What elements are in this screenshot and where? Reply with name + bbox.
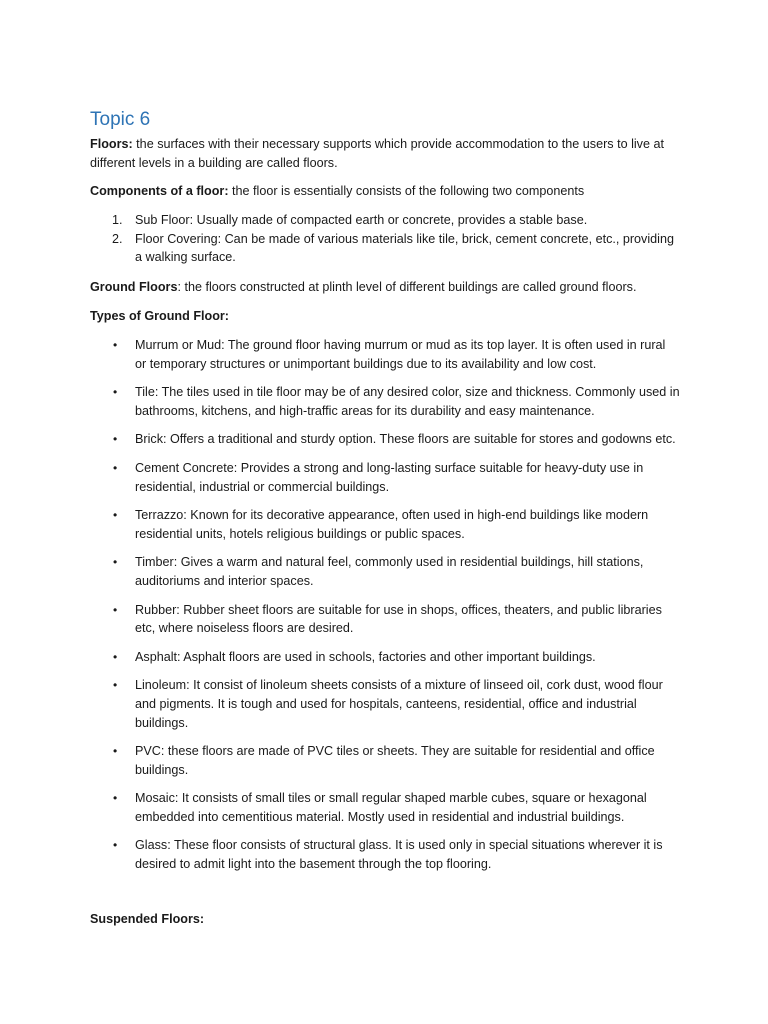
list-item-text: Cement Concrete: Provides a strong and long-lasting surface suitable for heavy-duty use in residential, industrial or commercial buildings. [135,460,644,494]
topic-heading: Topic 6 [90,109,151,130]
list-item [90,459,680,496]
list-item-text: Asphalt: Asphalt floors are used in schools, factories and other important buildings. [135,649,596,664]
suspended-floors-heading [90,910,680,929]
list-item [90,553,680,590]
list-item [90,336,680,373]
components-paragraph [90,182,680,201]
bullet-icon: • [113,744,118,759]
list-item-text: Mosaic: It consists of small tiles or small regular shaped marble cubes, square or hexagonal embedded into cementitious material. Mostly used in residential and industrial buildings. [135,791,647,824]
list-item [90,601,680,638]
list-item-text: Murrum or Mud: The ground floor having murrum or mud as its top layer. It is often used in rural or temporary structures or unimportant buildings due to its availability and low cost. [135,338,666,371]
bullet-icon: • [113,791,118,806]
list-item-text: Terrazzo: Known for its decorative appearance, often used in high-end buildings like modern residential units, hotels religious buildings or public spaces. [135,508,649,541]
bullet-icon: • [113,649,118,664]
list-item [90,506,680,543]
list-item-text: Rubber: Rubber sheet floors are suitable for use in shops, offices, theaters, and public libraries etc, where noiseless floors are desired. [135,602,662,636]
bullet-icon: • [113,385,118,400]
bullet-icon: • [113,602,118,617]
suspended-heading-text: Suspended Floors: [90,912,205,926]
list-number: 2. [112,231,123,246]
list-item-text: Timber: Gives a warm and natural feel, commonly used in residential buildings, hill stations, auditoriums and interior spaces. [135,555,644,588]
bullet-icon: • [113,838,118,853]
list-item [90,676,680,732]
types-list [90,336,680,884]
list-item-text: Linoleum: It consist of linoleum sheets consists of a mixture of linseed oil, cork dust, wood flour and pigments. It is tough and used for hospitals, canteens, residential, office and industrial buildings. [135,678,663,730]
list-item-text: Sub Floor: Usually made of compacted earth or concrete, provides a stable base. [135,213,588,227]
ground-floors-paragraph [90,278,680,297]
bullet-icon: • [113,432,118,447]
floors-term: Floors: [90,137,133,151]
list-item [90,648,680,667]
bullet-icon: • [113,678,118,693]
bullet-icon: • [113,338,118,352]
components-text: the floor is essentially consists of the following two components [228,184,585,198]
list-item-text: Floor Covering: Can be made of various materials like tile, brick, cement concrete, etc., providing a walking surface. [135,231,674,265]
floors-text: the surfaces with their necessary supports which provide accommodation to the users to live at different levels in a building are called floors. [90,137,664,170]
list-item [90,742,680,779]
list-item [90,836,680,873]
list-item-text: Glass: These floor consists of structural glass. It is used only in special situations wherever it is desired to admit light into the basement through the top flooring. [135,838,663,872]
components-list [90,211,680,267]
list-item [90,789,680,826]
components-term: Components of a floor: [90,184,229,198]
list-item-text: PVC: these floors are made of PVC tiles or sheets. They are suitable for residential and office buildings. [135,744,655,777]
list-item [90,430,680,449]
list-item [90,211,680,230]
list-item-text: Tile: The tiles used in tile floor may be of any desired color, size and thickness. Commonly used in bathrooms, kitchens, and high-traffic areas for its durability and easy maintenance. [135,385,680,418]
types-heading-text: Types of Ground Floor: [90,309,229,323]
bullet-icon: • [113,508,118,523]
ground-floors-term: Ground Floors [90,280,178,294]
ground-floors-text: : the floors constructed at plinth level of different buildings are called ground floors. [177,280,637,294]
types-heading [90,307,680,326]
floors-definition [90,135,680,172]
bullet-icon: • [113,555,118,570]
list-item [90,383,680,420]
bullet-icon: • [113,460,118,475]
list-number: 1. [112,213,123,227]
list-item-text: Brick: Offers a traditional and sturdy option. These floors are suitable for stores and godowns etc. [135,432,676,447]
list-item [90,230,680,267]
